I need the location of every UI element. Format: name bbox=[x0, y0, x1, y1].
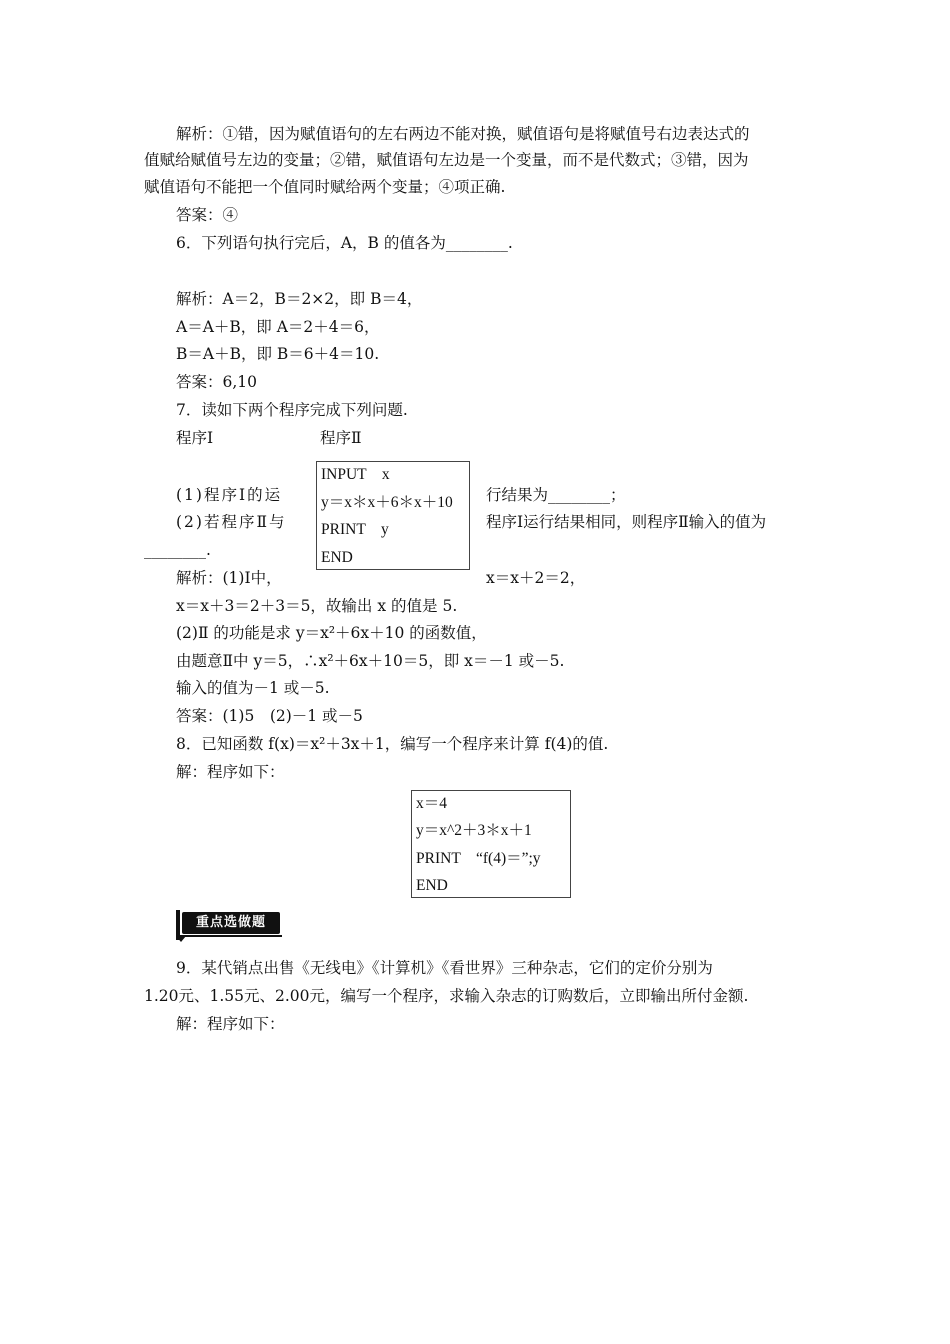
q7-solution-line2: x＝x＋3＝2＋3＝5，故输出 x 的值是 5. bbox=[176, 597, 458, 615]
q7-program2-label: 程序Ⅱ bbox=[320, 429, 362, 447]
q6-solution-line2: A＝A＋B，即 A＝2＋4＝6， bbox=[176, 318, 380, 336]
q7-part1-right: 行结果为________； bbox=[486, 486, 626, 504]
q6-solution-line1: 解析：A＝2，B＝2×2，即 B＝4， bbox=[176, 290, 423, 308]
q8-code-box bbox=[411, 790, 571, 898]
q7-code-line: END bbox=[321, 549, 353, 566]
q7-solution-line3: (2)Ⅱ 的功能是求 y＝x²＋6x＋10 的函数值， bbox=[176, 624, 487, 642]
q6-answer: 答案：6,10 bbox=[176, 373, 258, 391]
badge-arrow-icon bbox=[176, 936, 186, 942]
q8-code-line: y＝x^2＋3＊x＋1 bbox=[416, 822, 532, 839]
q8-solution: 解：程序如下： bbox=[176, 763, 285, 781]
q7-solution-line4: 由题意Ⅱ中 y＝5，∴x²＋6x＋10＝5，即 x＝－1 或－5. bbox=[176, 652, 565, 670]
q7-solution-right: x＝x＋2＝2， bbox=[486, 569, 586, 587]
q8-code-line: x＝4 bbox=[416, 795, 448, 812]
q9-question-line1: 9．某代销点出售《无线电》《计算机》《看世界》三种杂志，它们的定价分别为 bbox=[176, 959, 713, 977]
q8-code-line: PRINT “f(4)＝”;y bbox=[416, 850, 541, 867]
q7-question: 7．读如下两个程序完成下列问题. bbox=[176, 401, 408, 419]
q5-explanation-line3: 赋值语句不能把一个值同时赋给两个变量；④项正确. bbox=[144, 178, 506, 196]
section-badge bbox=[176, 910, 282, 942]
q6-solution-line3: B＝A＋B，即 B＝6＋4＝10. bbox=[176, 345, 380, 363]
badge-label: 重点选做题 bbox=[182, 912, 280, 934]
badge-underline bbox=[178, 935, 282, 937]
q7-solution-line5: 输入的值为－1 或－5. bbox=[176, 679, 330, 697]
q8-code-line: END bbox=[416, 877, 448, 894]
q7-part1-left: (1)程序Ⅰ的运 bbox=[176, 486, 283, 504]
q8-question: 8．已知函数 f(x)＝x²＋3x＋1，编写一个程序来计算 f(4)的值. bbox=[176, 735, 609, 753]
q7-code-line: y＝x＊x＋6＊x＋10 bbox=[321, 494, 453, 511]
q7-code-line: PRINT y bbox=[321, 521, 389, 538]
q7-part2-left: (2)若程序Ⅱ与 bbox=[176, 513, 287, 531]
q5-explanation-line1: 解析：①错，因为赋值语句的左右两边不能对换，赋值语句是将赋值号右边表达式的 bbox=[176, 125, 750, 143]
q9-solution: 解：程序如下： bbox=[176, 1015, 285, 1033]
q6-question: 6．下列语句执行完后，A，B 的值各为________. bbox=[176, 234, 513, 252]
q7-answer: 答案：(1)5 (2)－1 或－5 bbox=[176, 707, 363, 725]
q7-code-line: INPUT x bbox=[321, 466, 390, 483]
q7-code-box bbox=[316, 461, 470, 570]
q7-part2-right: 程序Ⅰ运行结果相同，则程序Ⅱ输入的值为 bbox=[486, 513, 767, 531]
q5-explanation-line2: 值赋给赋值号左边的变量；②错，赋值语句左边是一个变量，而不是代数式；③错，因为 bbox=[144, 151, 749, 169]
q7-answer-blank: ________. bbox=[144, 541, 211, 559]
q9-question-line2: 1.20元、1.55元、2.00元，编写一个程序，求输入杂志的订购数后，立即输出所付金额. bbox=[144, 987, 749, 1005]
q5-answer: 答案：④ bbox=[176, 206, 239, 224]
q7-program1-label: 程序Ⅰ bbox=[176, 429, 214, 447]
q7-solution-left: 解析：(1)Ⅰ中， bbox=[176, 569, 282, 587]
